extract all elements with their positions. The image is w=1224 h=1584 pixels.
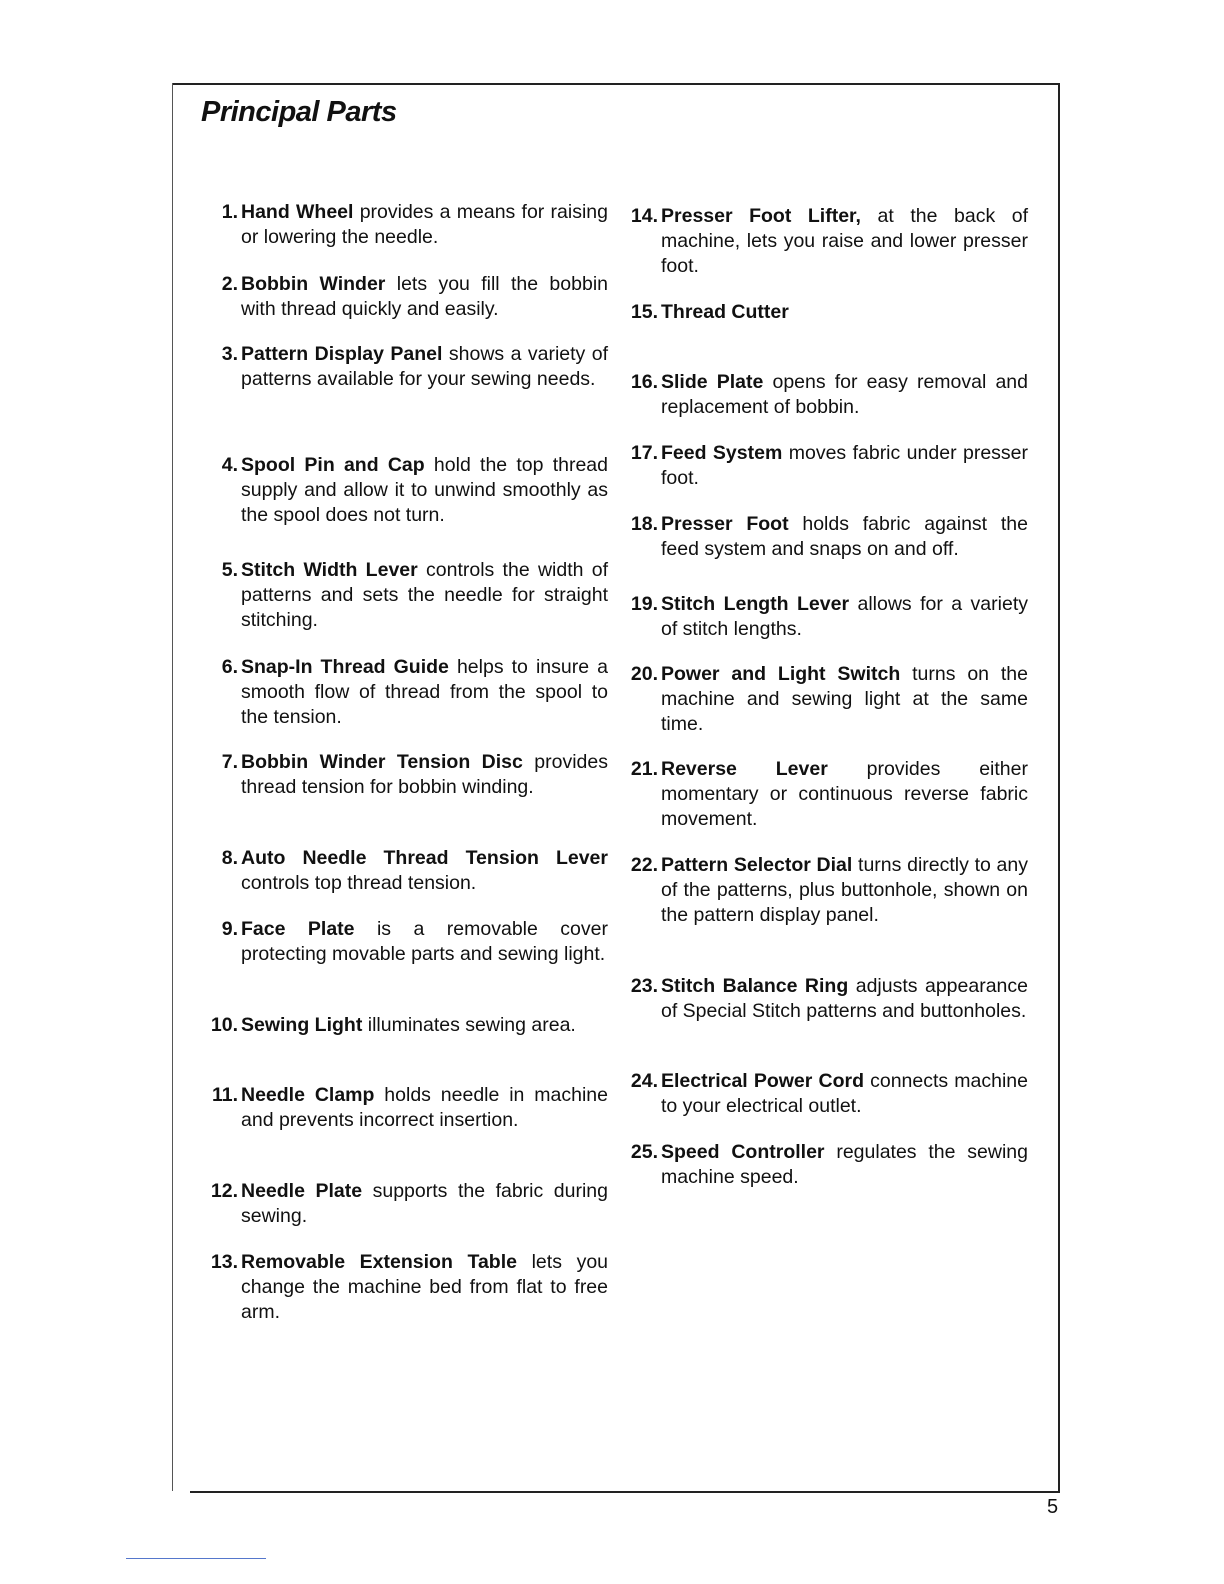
part-description: turns directly to any of the patterns, plus buttonhole, shown on the pattern display panel. — [661, 854, 1028, 926]
part-number: 9. — [221, 918, 238, 940]
part-number: 11. — [211, 1084, 238, 1106]
part-term: Reverse Lever — [661, 758, 828, 780]
part-item — [200, 655, 608, 730]
part-description: turns on the machine and sewing light at the same time. — [661, 663, 1028, 735]
part-description: controls the width of patterns and sets the needle for straight stitching. — [241, 559, 609, 631]
part-term: Pattern Display Panel — [241, 343, 443, 365]
part-number: 12. — [210, 1180, 238, 1202]
part-term: Slide Plate — [661, 371, 764, 393]
part-item — [200, 342, 608, 392]
part-description: connects machine to your electrical outlet. — [661, 1070, 1028, 1117]
page-title: Principal Parts — [201, 96, 397, 128]
part-number: 10. — [210, 1014, 238, 1036]
part-number: 18. — [630, 513, 658, 535]
part-item — [200, 272, 608, 322]
part-description: provides either momentary or continuous reverse fabric movement. — [661, 758, 1028, 830]
part-number: 21. — [630, 758, 658, 780]
part-number: 19. — [630, 593, 658, 615]
part-number: 4. — [221, 454, 238, 476]
part-item — [620, 1069, 1028, 1119]
part-term: Presser Foot — [661, 513, 789, 535]
part-term: Speed Controller — [661, 1141, 825, 1163]
frame-left-border — [172, 83, 173, 1491]
part-number: 23. — [630, 975, 658, 997]
part-term: Stitch Width Lever — [241, 559, 418, 581]
part-term: Removable Extension Table — [241, 1251, 517, 1273]
part-description: provides thread tension for bobbin winding. — [241, 751, 608, 798]
part-item — [620, 974, 1028, 1024]
part-item — [620, 441, 1028, 491]
part-term: Bobbin Winder Tension Disc — [241, 751, 523, 773]
part-item — [200, 750, 608, 800]
part-item — [200, 846, 608, 896]
part-item — [620, 592, 1028, 642]
frame-bottom-border — [190, 1491, 1060, 1493]
part-item — [200, 200, 608, 250]
part-term: Stitch Length Lever — [661, 593, 850, 615]
part-item — [620, 757, 1028, 832]
part-term: Sewing Light — [241, 1014, 363, 1036]
part-term: Spool Pin and Cap — [241, 454, 425, 476]
frame-right-border — [1058, 83, 1060, 1493]
part-item — [200, 1250, 608, 1325]
part-term: Thread Cutter — [661, 301, 789, 323]
part-number: 16. — [630, 371, 658, 393]
part-item — [200, 1179, 608, 1229]
part-term: Bobbin Winder — [241, 273, 386, 295]
part-description: opens for easy removal and replacement of bobbin. — [661, 371, 1028, 418]
scan-artifact-line — [126, 1558, 266, 1559]
part-number: 1. — [221, 201, 238, 223]
part-description: controls top thread tension. — [241, 872, 477, 894]
frame-top-border — [172, 83, 1060, 85]
part-number: 15. — [630, 301, 658, 323]
part-number: 6. — [221, 656, 238, 678]
part-number: 25. — [630, 1141, 658, 1163]
part-item — [620, 204, 1028, 279]
part-item — [620, 1140, 1028, 1190]
part-term: Presser Foot Lifter, — [661, 205, 861, 227]
part-description: moves fabric under presser foot. — [661, 442, 1028, 489]
part-description: provides a means for raising or lowering the needle. — [241, 201, 608, 248]
part-description: lets you change the machine bed from flat to free arm. — [241, 1251, 609, 1323]
part-description: hold the top thread supply and allow it to unwind smoothly as the spool does not turn. — [241, 454, 608, 526]
part-description: holds needle in machine and prevents incorrect insertion. — [241, 1084, 608, 1131]
part-description: shows a variety of patterns available for your sewing needs. — [241, 343, 608, 390]
part-number: 2. — [221, 273, 238, 295]
part-number: 20. — [630, 663, 658, 685]
part-item — [200, 558, 608, 633]
part-description: supports the fabric during sewing. — [241, 1180, 608, 1227]
part-term: Hand Wheel — [241, 201, 354, 223]
part-description: at the back of machine, lets you raise and lower presser foot. — [661, 205, 1028, 277]
part-number: 5. — [221, 559, 238, 581]
part-term: Face Plate — [241, 918, 355, 940]
part-number: 3. — [221, 343, 238, 365]
part-item — [620, 512, 1028, 562]
part-term: Feed System — [661, 442, 783, 464]
part-number: 17. — [630, 442, 658, 464]
part-term: Pattern Selector Dial — [661, 854, 853, 876]
part-item — [620, 853, 1028, 928]
part-number: 7. — [221, 751, 238, 773]
part-item — [200, 453, 608, 528]
part-number: 24. — [630, 1070, 658, 1092]
part-term: Needle Clamp — [241, 1084, 375, 1106]
part-term: Electrical Power Cord — [661, 1070, 864, 1092]
part-item — [200, 1013, 608, 1038]
part-description: adjusts appearance of Special Stitch patterns and buttonholes. — [661, 975, 1028, 1022]
part-item — [200, 917, 608, 967]
part-item — [620, 300, 1028, 325]
part-description: regulates the sewing machine speed. — [661, 1141, 1029, 1188]
part-number: 13. — [210, 1251, 238, 1273]
part-number: 22. — [630, 854, 658, 876]
part-term: Stitch Balance Ring — [661, 975, 849, 997]
part-term: Needle Plate — [241, 1180, 363, 1202]
part-number: 8. — [221, 847, 238, 869]
part-number: 14. — [630, 205, 658, 227]
part-term: Power and Light Switch — [661, 663, 901, 685]
part-description: illuminates sewing area. — [362, 1014, 576, 1036]
part-item — [200, 1083, 608, 1133]
part-description: allows for a variety of stitch lengths. — [661, 593, 1028, 640]
part-description: helps to insure a smooth flow of thread from the spool to the tension. — [241, 656, 608, 728]
part-description: is a removable cover protecting movable parts and sewing light. — [241, 918, 608, 965]
part-term: Auto Needle Thread Tension Lever — [241, 847, 608, 869]
part-item — [620, 370, 1028, 420]
part-item — [620, 662, 1028, 737]
part-description: lets you fill the bobbin with thread quickly and easily. — [241, 273, 608, 320]
page-number: 5 — [1047, 1496, 1059, 1518]
part-term: Snap-In Thread Guide — [241, 656, 449, 678]
part-description: holds fabric against the feed system and snaps on and off. — [661, 513, 1028, 560]
